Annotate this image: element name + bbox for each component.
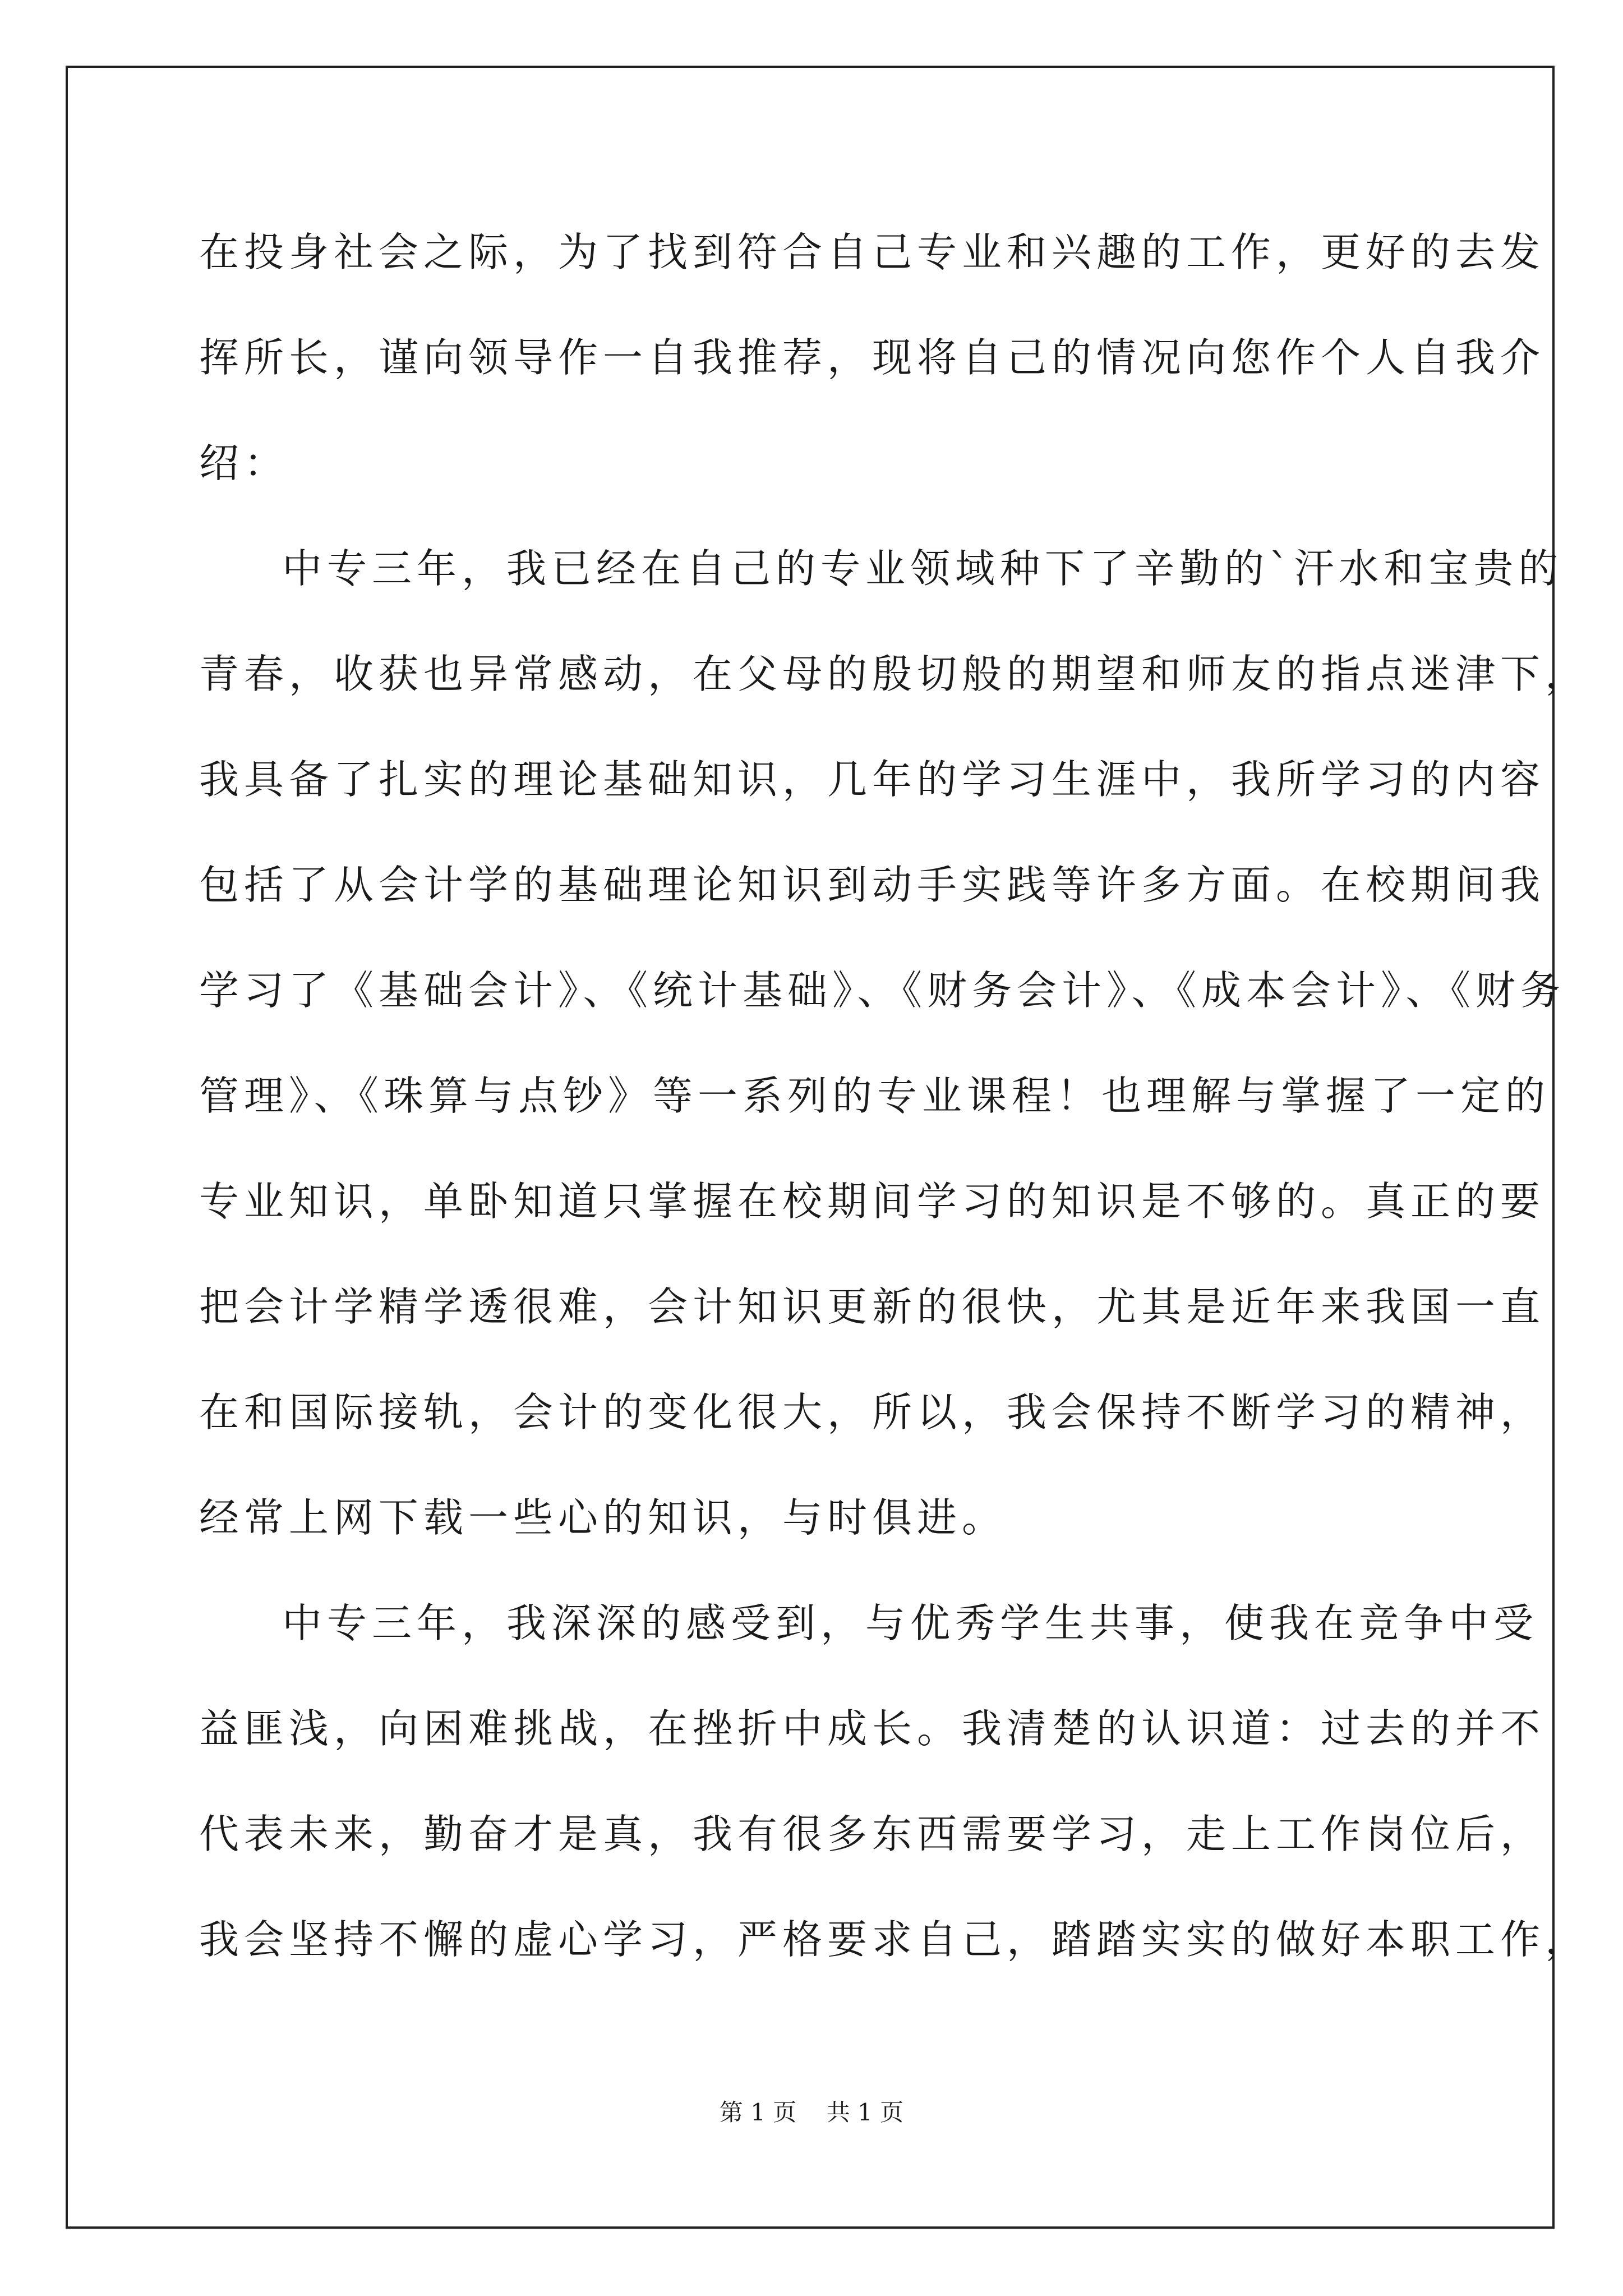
- page-number-footer: 第 1 页 共 1 页: [719, 2099, 904, 2126]
- paragraph-2-line-9: 在和国际接轨，会计的变化很大，所以，我会保持不断学习的精神，: [199, 1389, 1546, 1435]
- paragraph-2-line-7: 专业知识，单卧知道只掌握在校期间学习的知识是不够的。真正的要: [199, 1178, 1546, 1225]
- paragraph-2-line-2: 青春，收获也异常感动，在父母的殷切般的期望和师友的指点迷津下，: [199, 651, 1590, 697]
- paragraph-2-line-10: 经常上网下载一些心的知识，与时俱进。: [199, 1494, 1007, 1541]
- document-body: [199, 219, 1590, 2012]
- paragraph-2-line-4: 包括了从会计学的基础理论知识到动手实践等许多方面。在校期间我: [199, 862, 1546, 908]
- paragraph-2-line-5: 学习了《基础会计》、《统计基础》、《财务会计》、《成本会计》、《财务: [199, 967, 1566, 1014]
- paragraph-2-line-6: 管理》、《珠算与点钞》等一系列的专业课程！也理解与掌握了一定的: [199, 1073, 1551, 1119]
- paragraph-2-line-8: 把会计学精学透很难，会计知识更新的很快，尤其是近年来我国一直: [199, 1283, 1546, 1330]
- paragraph-3-line-2: 益匪浅，向困难挑战，在挫折中成长。我清楚的认识道：过去的并不: [199, 1705, 1546, 1752]
- paragraph-3-line-3: 代表未来，勤奋才是真，我有很多东西需要学习，走上工作岗位后，: [199, 1811, 1546, 1857]
- paragraph-2-line-1: 中专三年，我已经在自己的专业领域种下了辛勤的`汗水和宝贵的: [282, 545, 1564, 592]
- paragraph-3-line-1: 中专三年，我深深的感受到，与优秀学生共事，使我在竞争中受: [282, 1600, 1539, 1646]
- paragraph-2-line-3: 我具备了扎实的理论基础知识，几年的学习生涯中，我所学习的内容: [199, 756, 1546, 803]
- paragraph-1-line-1: 在投身社会之际，为了找到符合自己专业和兴趣的工作，更好的去发: [199, 229, 1546, 275]
- paragraph-1-line-2: 挥所长，谨向领导作一自我推荐，现将自己的情况向您作个人自我介: [199, 334, 1546, 381]
- paragraph-1-line-3: 绍：: [199, 440, 289, 486]
- paragraph-3-line-4: 我会坚持不懈的虚心学习，严格要求自己，踏踏实实的做好本职工作，: [199, 1916, 1590, 1963]
